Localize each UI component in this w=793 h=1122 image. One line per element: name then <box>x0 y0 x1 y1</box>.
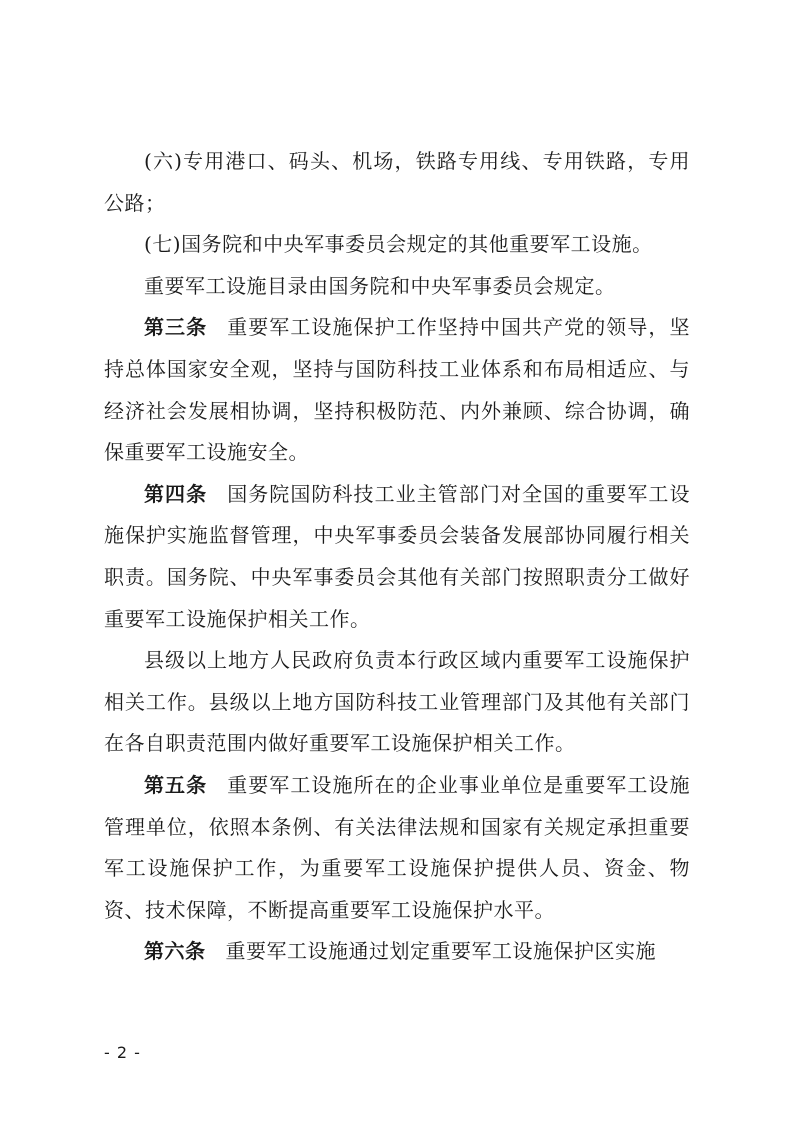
paragraph-text: 重要军工设施保护工作坚持中国共产党的领导，坚持总体国家安全观，坚持与国防科技工业体系和布局相适应、与经济社会发展相协调，坚持积极防范、内外兼顾、综合协调，确保重要军工设施安全。 <box>104 315 690 465</box>
article-3 <box>104 307 690 473</box>
article-number: 第六条 <box>144 939 206 964</box>
document-body <box>104 141 690 973</box>
article-number: 第三条 <box>144 315 208 340</box>
paragraph-item-7 <box>104 224 690 266</box>
paragraph-text: (六)专用港口、码头、机场，铁路专用线、专用铁路，专用公路； <box>104 149 690 215</box>
paragraph-text: 县级以上地方人民政府负责本行政区域内重要军工设施保护相关工作。县级以上地方国防科技工业管理部门及其他有关部门在各自职责范围内做好重要军工设施保护相关工作。 <box>104 648 690 756</box>
paragraph-text: 国务院国防科技工业主管部门对全国的重要军工设施保护实施监督管理，中央军事委员会装备发展部协同履行相关职责。国务院、中央军事委员会其他有关部门按照职责分工做好重要军工设施保护相关工作。 <box>104 481 690 631</box>
paragraph-local-government <box>104 640 690 765</box>
paragraph-item-6 <box>104 141 690 224</box>
article-6 <box>104 931 690 973</box>
paragraph-text: 重要军工设施目录由国务院和中央军事委员会规定。 <box>144 273 616 298</box>
article-number: 第四条 <box>144 481 208 506</box>
article-number: 第五条 <box>144 772 208 797</box>
article-4 <box>104 474 690 640</box>
article-5 <box>104 765 690 931</box>
page-number: - 2 - <box>104 1043 141 1062</box>
paragraph-text: 重要军工设施所在的企业事业单位是重要军工设施管理单位，依照本条例、有关法律法规和国家有关规定承担重要军工设施保护工作，为重要军工设施保护提供人员、资金、物资、技术保障，不断提高重要军工设施保护水平。 <box>104 772 690 922</box>
paragraph-text: 重要军工设施通过划定重要军工设施保护区实施 <box>225 939 656 964</box>
paragraph-text: (七)国务院和中央军事委员会规定的其他重要军工设施。 <box>144 232 653 257</box>
paragraph-catalog <box>104 266 690 308</box>
